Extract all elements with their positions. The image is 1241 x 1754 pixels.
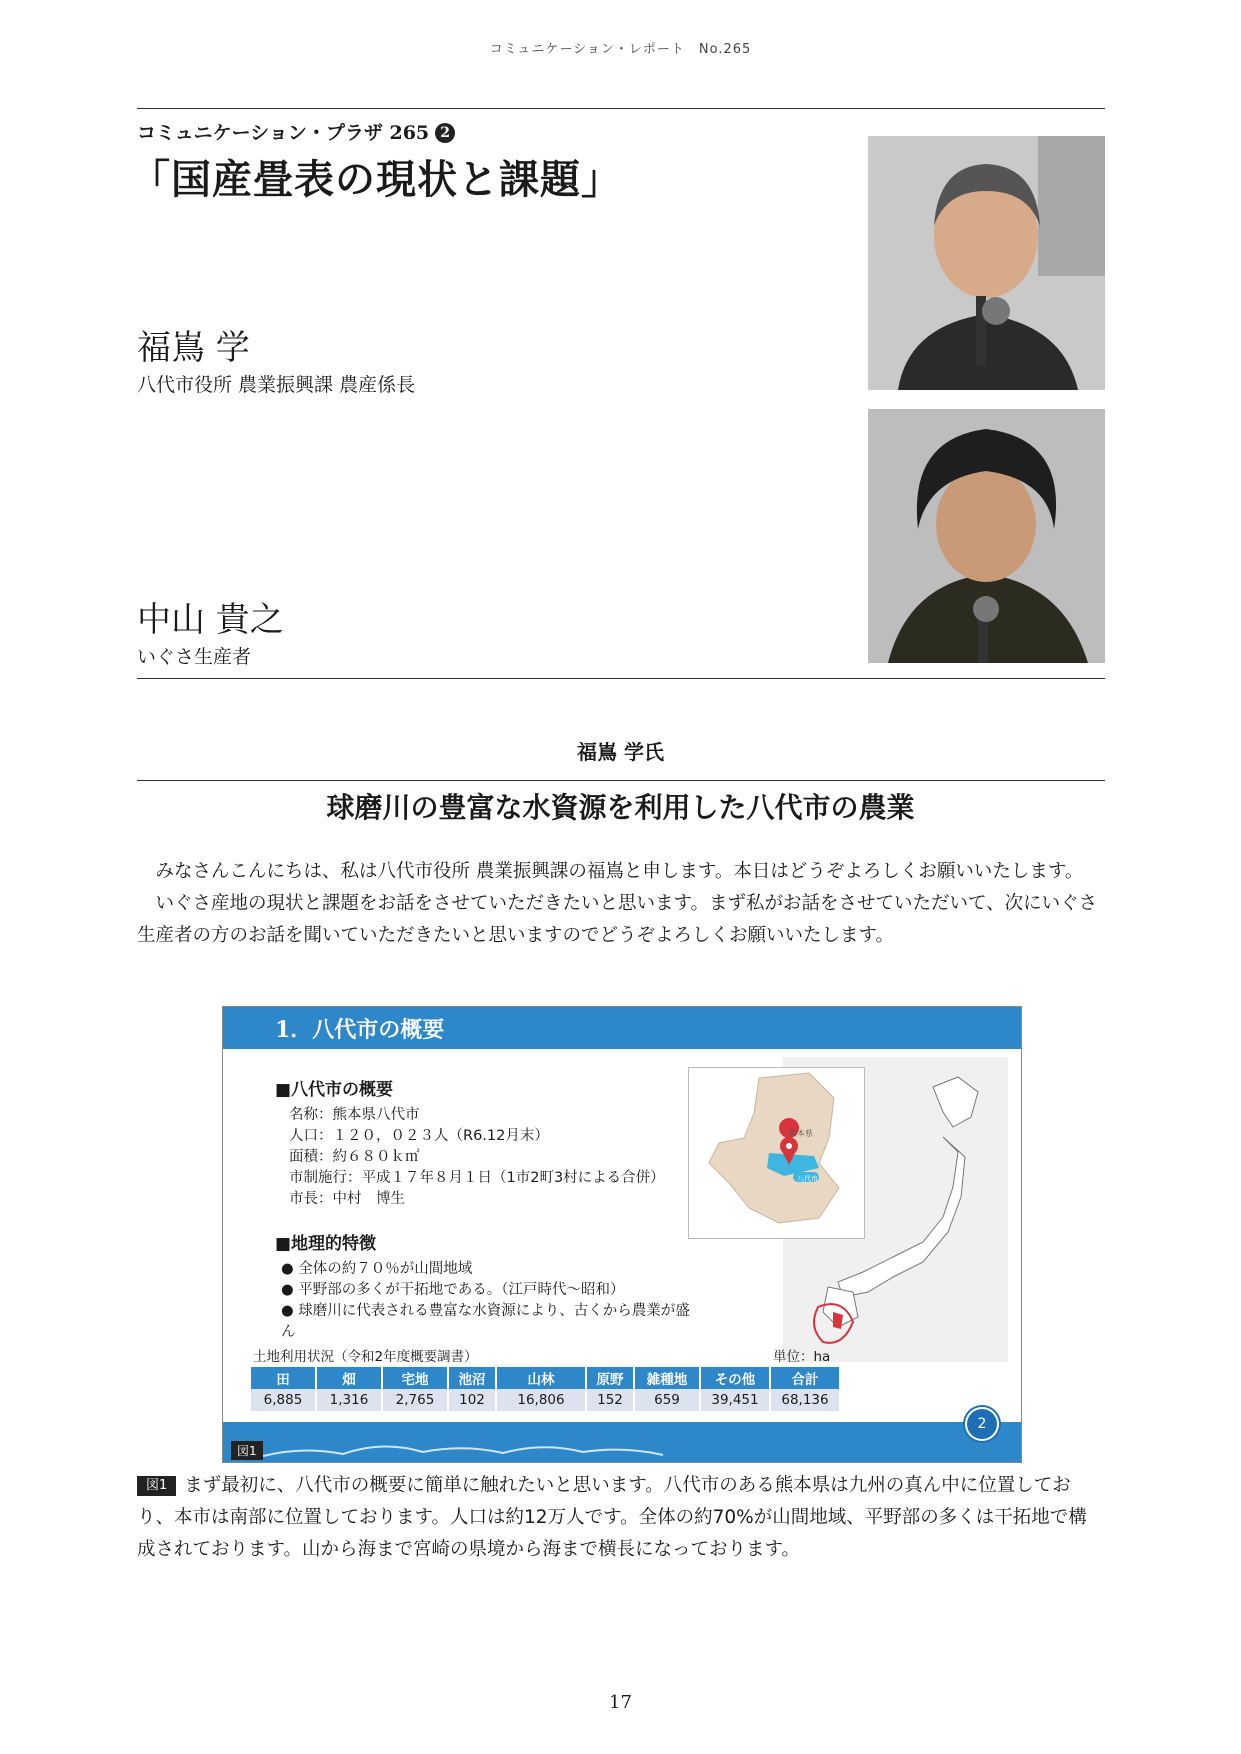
table-header: 合計 [771,1367,839,1389]
table-cell: 1,316 [317,1389,381,1411]
header-rule [137,108,1105,109]
land-use-label: 土地利用状況（令和2年度概要調書） [253,1349,478,1365]
overview-line: 面積：約６８０ｋ㎡ [289,1149,420,1165]
section-rule [137,780,1105,781]
speaker-name-1: 福嶌 学 [137,328,250,368]
overview-heading: ■八代市の概要 [275,1080,394,1100]
landscape-silhouette-icon [223,1422,1021,1462]
overview-line: 市長：中村 博生 [289,1191,405,1207]
table-header: 雑種地 [635,1367,699,1389]
map-label-prefecture: 熊本県 [789,1129,813,1138]
kumamoto-map-icon [689,1068,864,1238]
unit-label: 単位：ha [773,1349,831,1365]
table-header: 宅地 [383,1367,447,1389]
running-header: コミュニケーション・レポート No.265 [489,42,752,57]
speaker-name-2: 中山 貴之 [137,600,284,640]
table-header: 山林 [497,1367,585,1389]
geography-bullet: ● 全体の約７０％が山間地域 [281,1261,473,1277]
series-label [137,118,455,145]
table-header: 原野 [587,1367,633,1389]
table-header: 池沼 [449,1367,495,1389]
figure-caption [137,1470,1105,1566]
table-cell: 102 [449,1389,495,1411]
land-use-table [249,1367,841,1411]
geography-heading: ■地理的特徴 [275,1234,377,1254]
speaker-photo-1 [868,136,1105,390]
slide-footer-bar [223,1422,1021,1462]
table-cell: 2,765 [383,1389,447,1411]
bullet-text: 平野部の多くが干拓地である。（江戸時代〜昭和） [298,1282,625,1298]
table-header: 畑 [317,1367,381,1389]
table-cell: 39,451 [701,1389,769,1411]
figure-slide [222,1006,1022,1463]
slide-page-badge: 2 [965,1407,999,1441]
table-header: その他 [701,1367,769,1389]
page-title: 「国産畳表の現状と課題」 [130,157,622,203]
slide-title: 1．八代市の概要 [275,1017,445,1043]
table-cell: 659 [635,1389,699,1411]
table-cell: 16,806 [497,1389,585,1411]
section-speaker: 福嶌 学氏 [577,740,664,764]
table-cell: 6,885 [251,1389,315,1411]
speaker-photo-2 [868,409,1105,663]
series-number-badge: 2 [435,123,455,143]
portrait-icon [868,409,1105,663]
overview-line: 市制施行：平成１７年８月１日（1市2町3村による合併） [289,1170,665,1186]
table-cell: 68,136 [771,1389,839,1411]
overview-line: 人口：１２０，０２３人（R6.12月末） [289,1128,549,1144]
figure-label: 図1 [231,1441,263,1460]
paragraph: みなさんこんにちは、私は八代市役所 農業振興課の福嶌と申します。本日はどうぞよろしくお願いいたします。 [155,861,1084,882]
section-heading: 球磨川の豊富な水資源を利用した八代市の農業 [326,791,915,824]
speaker-affiliation-2: いぐさ生産者 [137,646,252,668]
geography-bullet: ● 球磨川に代表される豊富な水資源により、古くから農業が盛ん [281,1303,690,1340]
caption-text: まず最初に、八代市の概要に簡単に触れたいと思います。八代市のある熊本県は九州の真ん中に位置しており、本市は南部に位置しております。人口は約12万人です。全体の約70%が山間地域、平野部の多くは干拓地で構成されております。山から海まで宮崎の県境から海まで横長になっております。 [137,1475,1087,1560]
header-bottom-rule [137,678,1105,679]
speaker-affiliation-1: 八代市役所 農業振興課 農産係長 [137,374,416,396]
page-number: 17 [609,1692,632,1713]
caption-badge: 図1 [137,1476,176,1496]
body-text [137,856,1105,952]
bullet-text: 全体の約７０％が山間地域 [298,1261,473,1277]
table-cell: 152 [587,1389,633,1411]
table-header-row [251,1367,839,1389]
geography-bullet: ● 平野部の多くが干拓地である。（江戸時代〜昭和） [281,1282,625,1298]
map-label-city: 八代市 [797,1175,818,1183]
paragraph: いぐさ産地の現状と課題をお話をさせていただきたいと思います。まず私がお話をさせていただいて、次にいぐさ生産者の方のお話を聞いていただきたいと思いますのでどうぞよろしくお願いいたします。 [137,893,1098,946]
table-header: 田 [251,1367,315,1389]
overview-line: 名称：熊本県八代市 [289,1107,420,1123]
table-row [251,1389,839,1411]
bullet-text: 球磨川に代表される豊富な水資源により、古くから農業が盛ん [281,1303,690,1340]
kumamoto-map [688,1067,865,1239]
portrait-icon [868,136,1105,390]
series-label-text: コミュニケーション・プラザ 265 [137,122,430,144]
